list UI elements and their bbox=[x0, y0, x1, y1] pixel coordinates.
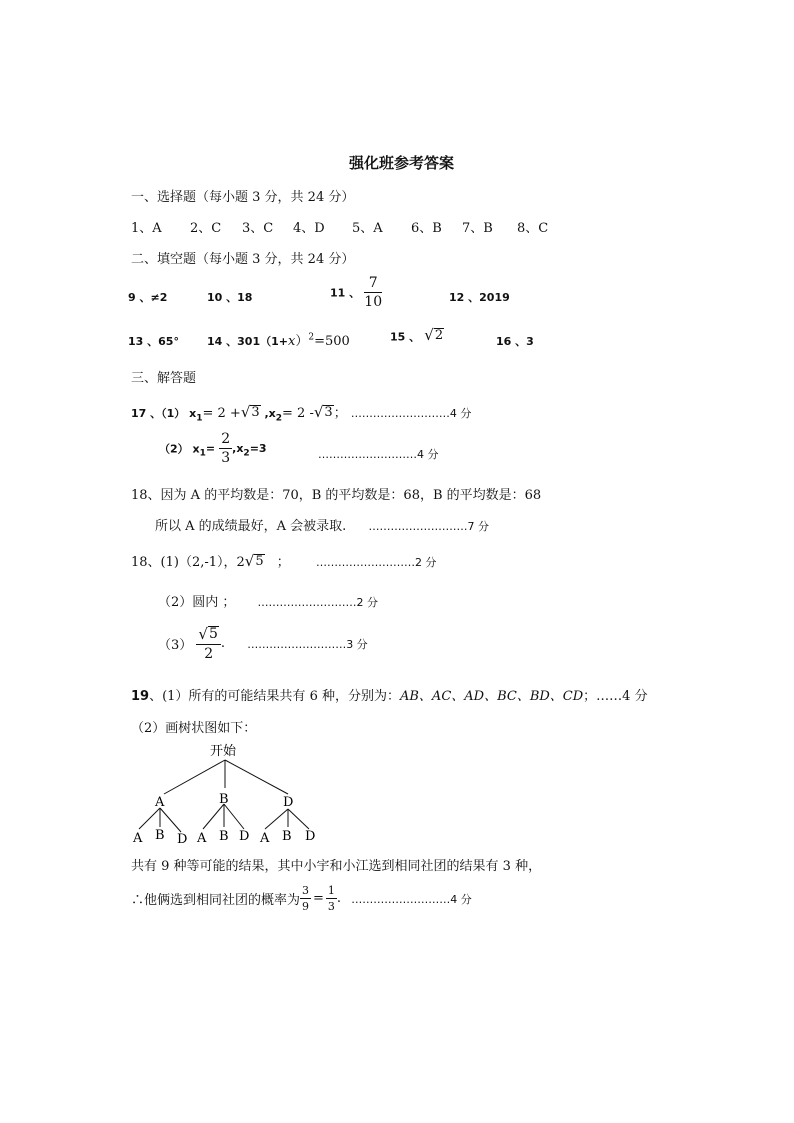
score-dots: ………………………2 分 bbox=[257, 596, 379, 609]
q18b-part2 bbox=[158, 591, 378, 610]
score-dots: ………………………7 分 bbox=[368, 520, 489, 533]
sqrt-symbol: √ 5 bbox=[244, 552, 264, 570]
tree-leaf: A bbox=[260, 831, 270, 846]
q19-1-post: ；……4 分 bbox=[583, 689, 648, 704]
score-dots: ………………………4 分 bbox=[318, 448, 439, 461]
q18b-1-prefix: 18、(1)（2,-1），2 bbox=[131, 555, 245, 570]
q17-1-eq2: = 2 - bbox=[282, 406, 314, 421]
tree-leaf: A bbox=[133, 831, 143, 846]
q19-conclusion-1: 共有 9 种等可能的结果，其中小宇和小江选到相同社团的结果有 3 种， bbox=[131, 859, 542, 874]
answer-13: 13 、65° bbox=[128, 335, 179, 348]
q17-1-mid: ,x bbox=[260, 407, 276, 420]
answer-12: 12 、2019 bbox=[449, 291, 510, 304]
fraction-numerator: 1 bbox=[327, 884, 335, 897]
answer-14-var: x bbox=[287, 334, 296, 349]
answer-5: 5、A bbox=[352, 221, 383, 236]
q18a-text: 所以 A 的成绩最好，A 会被录取. bbox=[155, 519, 347, 534]
q19-conclusion-post: . bbox=[336, 891, 342, 906]
answer-14-prefix: 14 、301（1+ bbox=[207, 335, 288, 348]
q19-part2: （2）画树状图如下： bbox=[131, 721, 257, 736]
fraction-numerator: 2 bbox=[221, 431, 231, 447]
tree-node-b: B bbox=[219, 792, 229, 807]
answer-3: 3、C bbox=[242, 221, 274, 236]
tree-diagram bbox=[120, 738, 340, 850]
fraction-denominator: 2 bbox=[204, 646, 214, 663]
section-3-heading: 三、解答题 bbox=[131, 371, 197, 386]
answer-1: 1、A bbox=[131, 221, 162, 236]
section-1-heading: 一、选择题（每小题 3 分，共 24 分） bbox=[131, 190, 355, 205]
q18b-part3 bbox=[158, 626, 368, 661]
tree-node-d: D bbox=[283, 795, 294, 810]
answer-8: 8、C bbox=[517, 221, 549, 236]
sqrt-radicand: 2 bbox=[434, 328, 444, 343]
q17-1-post: ； bbox=[333, 406, 347, 421]
answer-15 bbox=[390, 328, 444, 344]
tree-leaf: D bbox=[305, 829, 316, 844]
answer-15-label: 15 、 bbox=[390, 330, 421, 344]
q18b-1-post: ； bbox=[276, 555, 290, 570]
q18b-3-label: （3） bbox=[158, 638, 193, 654]
probability-fraction bbox=[300, 885, 311, 912]
sqrt-radicand: 5 bbox=[208, 626, 218, 642]
answer-14 bbox=[207, 330, 350, 349]
answer-11-label: 11 、 bbox=[330, 286, 361, 300]
fraction-denominator: 10 bbox=[364, 294, 383, 310]
answer-7: 7、B bbox=[462, 221, 493, 236]
q17-2-prefix: （2） x bbox=[159, 442, 200, 456]
equals-sign: = bbox=[313, 891, 324, 906]
q19-conclusion-text: ∴他俩选到相同社团的概率为 bbox=[131, 893, 301, 908]
subscript: 2 bbox=[243, 448, 250, 459]
answer-9: 9 、≠2 bbox=[128, 291, 168, 304]
fraction-numerator: √ 5 bbox=[196, 626, 220, 645]
q19-conclusion-2 bbox=[131, 885, 472, 912]
q17-2-mid: ,x bbox=[232, 442, 244, 455]
fraction-denominator: 3 bbox=[327, 900, 335, 913]
tree-node-a: A bbox=[155, 795, 165, 810]
answer-6: 6、B bbox=[411, 221, 442, 236]
q17-1-eq1: = 2 + bbox=[202, 406, 241, 421]
q19-part1 bbox=[131, 685, 648, 704]
sqrt-symbol: √ 3 bbox=[313, 403, 333, 421]
score-dots: ………………………4 分 bbox=[350, 407, 472, 420]
tree-leaf: B bbox=[155, 828, 165, 843]
q18b-part1 bbox=[131, 551, 436, 570]
answer-11 bbox=[330, 276, 382, 309]
tree-leaf: B bbox=[282, 829, 292, 844]
subscript: 1 bbox=[199, 448, 206, 459]
section-2-heading: 二、填空题（每小题 3 分，共 24 分） bbox=[131, 252, 355, 267]
q18b-3-post: . bbox=[220, 636, 226, 652]
fraction-numerator: 7 bbox=[368, 275, 378, 291]
q17-part1 bbox=[131, 402, 471, 424]
tree-leaf: D bbox=[177, 832, 188, 847]
fraction-denominator: 3 bbox=[221, 450, 231, 466]
subscript: 1 bbox=[196, 413, 203, 424]
score-dots: ………………………2 分 bbox=[315, 556, 437, 569]
q19-1-pairs: AB、AC、AD、BC、BD、CD bbox=[399, 689, 584, 704]
fraction-numerator: 3 bbox=[302, 884, 310, 897]
answer-16: 16 、3 bbox=[496, 335, 534, 348]
probability-fraction bbox=[326, 885, 337, 912]
page-title: 强化班参考答案 bbox=[349, 154, 455, 172]
answer-11-fraction bbox=[364, 276, 382, 309]
q17-2-fraction bbox=[219, 432, 232, 465]
sqrt-symbol: √ 2 bbox=[424, 326, 444, 345]
sqrt-radicand: 3 bbox=[324, 404, 333, 420]
q18b-2-text: （2）圆内 ； bbox=[158, 595, 236, 610]
sqrt-symbol: √ 3 bbox=[240, 403, 260, 421]
q18b-3-fraction bbox=[196, 626, 220, 661]
sqrt-radicand: 5 bbox=[255, 553, 264, 569]
answer-4: 4、D bbox=[293, 221, 325, 236]
answer-2: 2、C bbox=[190, 221, 222, 236]
q17-2-eq: = bbox=[205, 442, 216, 455]
answer-14-paren: ） bbox=[295, 334, 309, 349]
q17-1-prefix: 17 、（1） x bbox=[131, 407, 197, 420]
score-dots: ………………………3 分 bbox=[247, 637, 368, 651]
q18a-line2 bbox=[155, 515, 489, 534]
answer-14-exponent: 2 bbox=[308, 332, 315, 343]
tree-leaf: B bbox=[219, 829, 229, 844]
q19-1-text: 、(1）所有的可能结果共有 6 种，分别为： bbox=[149, 689, 400, 704]
score-dots: ………………………4 分 bbox=[351, 892, 472, 906]
answer-14-result: =500 bbox=[314, 334, 350, 349]
sqrt-radicand: 3 bbox=[251, 404, 260, 420]
q18a-line1: 18、因为 A 的平均数是：70，B 的平均数是：68，B 的平均数是：68 bbox=[131, 488, 542, 503]
tree-leaf: D bbox=[239, 829, 250, 844]
answer-10: 10 、18 bbox=[207, 291, 253, 304]
q17-2-post: =3 bbox=[249, 442, 267, 455]
q17-part2 bbox=[159, 432, 267, 465]
tree-leaf: A bbox=[197, 831, 207, 846]
subscript: 2 bbox=[275, 413, 283, 424]
fraction-denominator: 9 bbox=[302, 900, 310, 913]
tree-root: 开始 bbox=[210, 744, 237, 759]
q19-number: 19 bbox=[131, 689, 150, 704]
